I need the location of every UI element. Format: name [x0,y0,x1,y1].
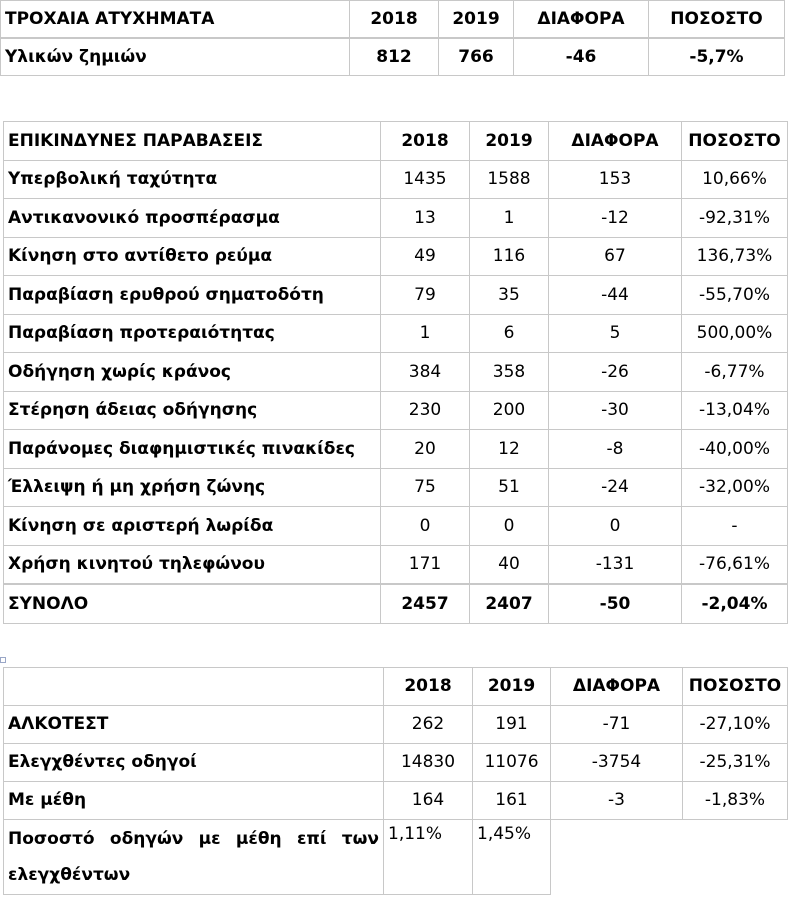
row-label: Χρήση κινητού τηλεφώνου [4,545,381,584]
row-label: Στέρηση άδειας οδήγησης [4,391,381,430]
table-cell: 49 [381,237,470,276]
header-cell [4,668,384,706]
table-row [4,276,788,315]
table-cell: -13,04% [682,391,788,430]
table-cell: 358 [470,353,549,392]
table-header-row [4,668,788,706]
table-cell: 200 [470,391,549,430]
table-header-row [1,1,785,39]
table-cell: 14830 [384,744,473,782]
table-cell: -24 [549,468,682,507]
table-cell: 262 [384,706,473,744]
table-row [4,160,788,199]
table-row [4,706,788,744]
row-label: Έλλειψη ή μη χρήση ζώνης [4,468,381,507]
table-cell: -8 [549,430,682,469]
table-cell: -3 [551,782,683,820]
table-cell: -92,31% [682,199,788,238]
table-cell: -131 [549,545,682,584]
table-cell: 1,11% [384,820,473,895]
table-row [1,38,785,76]
table-cell: -25,31% [683,744,788,782]
table-row [4,237,788,276]
table-cell: 20 [381,430,470,469]
row-label: Υπερβολική ταχύτητα [4,160,381,199]
row-label: ΑΛΚΟΤΕΣΤ [4,706,384,744]
table-cell: 0 [470,507,549,546]
table-cell: 75 [381,468,470,507]
row-label: Ποσοστό οδηγών με μέθη επί των ελεγχθέντων [4,820,384,895]
table-cell: 0 [381,507,470,546]
header-cell: ΤΡΟΧΑΙΑ ΑΤΥΧΗΜΑΤΑ [1,1,350,39]
table-cell: 12 [470,430,549,469]
table-cell: 136,73% [682,237,788,276]
table-row [4,391,788,430]
header-cell: ΔΙΑΦΟΡΑ [549,122,682,161]
table-cell: 171 [381,545,470,584]
table-cell: 1588 [470,160,549,199]
table-row [4,353,788,392]
table-row [4,744,788,782]
traffic-accidents-table [0,0,785,76]
row-label: Παράνομες διαφημιστικές πινακίδες [4,430,381,469]
table-row [4,782,788,820]
table-cell: -2,04% [682,584,788,623]
table-cell: 11076 [473,744,551,782]
table-cell: -55,70% [682,276,788,315]
row-label: Υλικών ζημιών [1,38,350,76]
header-cell: 2019 [473,668,551,706]
row-label: Παραβίαση προτεραιότητας [4,314,381,353]
table-cell: 67 [549,237,682,276]
table-cell: 230 [381,391,470,430]
table-cell: 40 [470,545,549,584]
header-cell: 2018 [350,1,439,39]
table-cell: -32,00% [682,468,788,507]
total-row [4,584,788,623]
table-cell: 10,66% [682,160,788,199]
table-row [4,430,788,469]
table-cell: -40,00% [682,430,788,469]
table-cell: 766 [439,38,514,76]
table-cell: 6 [470,314,549,353]
table-cell: -3754 [551,744,683,782]
header-cell: 2018 [381,122,470,161]
header-cell: 2019 [439,1,514,39]
table-cell: -1,83% [683,782,788,820]
table-cell: 161 [473,782,551,820]
row-label: Οδήγηση χωρίς κράνος [4,353,381,392]
header-cell: ΔΙΑΦΟΡΑ [514,1,649,39]
header-cell: ΔΙΑΦΟΡΑ [551,668,683,706]
table-cell: 0 [549,507,682,546]
table-cell: -6,77% [682,353,788,392]
table-cell: 51 [470,468,549,507]
table-cell: -27,10% [683,706,788,744]
table-cell: 1 [470,199,549,238]
header-cell: ΠΟΣΟΣΤΟ [649,1,785,39]
table-cell: 2457 [381,584,470,623]
table-cell: -76,61% [682,545,788,584]
table-cell: 1435 [381,160,470,199]
table-cell: 13 [381,199,470,238]
table-cell: - [682,507,788,546]
header-cell: ΠΟΣΟΣΤΟ [682,122,788,161]
table-cell: 35 [470,276,549,315]
header-cell: ΠΟΣΟΣΤΟ [683,668,788,706]
row-label: ΣΥΝΟΛΟ [4,584,381,623]
table-cell: 153 [549,160,682,199]
table-cell: 2407 [470,584,549,623]
table-cell: 500,00% [682,314,788,353]
table-cell: -26 [549,353,682,392]
row-label: Παραβίαση ερυθρού σηματοδότη [4,276,381,315]
header-cell: ΕΠΙΚΙΝΔΥΝΕΣ ΠΑΡΑΒΑΣΕΙΣ [4,122,381,161]
table-cell: -44 [549,276,682,315]
anchor-marker-icon [0,657,6,663]
header-cell: 2019 [470,122,549,161]
table-cell: 164 [384,782,473,820]
table-cell: 5 [549,314,682,353]
empty-area [551,820,788,895]
table-cell: 191 [473,706,551,744]
row-label: Ελεγχθέντες οδηγοί [4,744,384,782]
table-cell: -50 [549,584,682,623]
table-cell: -5,7% [649,38,785,76]
table-cell: 1 [381,314,470,353]
table-row [4,507,788,546]
table-row [4,199,788,238]
table-cell: 1,45% [473,820,551,895]
table-header-row [4,122,788,161]
table-row [4,314,788,353]
row-label: Κίνηση στο αντίθετο ρεύμα [4,237,381,276]
dangerous-violations-table [3,121,788,624]
table-cell: 79 [381,276,470,315]
row-label: Με μέθη [4,782,384,820]
table-cell: 812 [350,38,439,76]
table-cell: -71 [551,706,683,744]
table-cell: 116 [470,237,549,276]
header-cell: 2018 [384,668,473,706]
table-row [4,820,788,895]
table-row [4,545,788,584]
alcotest-table [3,667,788,895]
table-cell: -12 [549,199,682,238]
table-cell: -30 [549,391,682,430]
table-row [4,468,788,507]
row-label: Κίνηση σε αριστερή λωρίδα [4,507,381,546]
table-cell: 384 [381,353,470,392]
row-label: Αντικανονικό προσπέρασμα [4,199,381,238]
table-cell: -46 [514,38,649,76]
